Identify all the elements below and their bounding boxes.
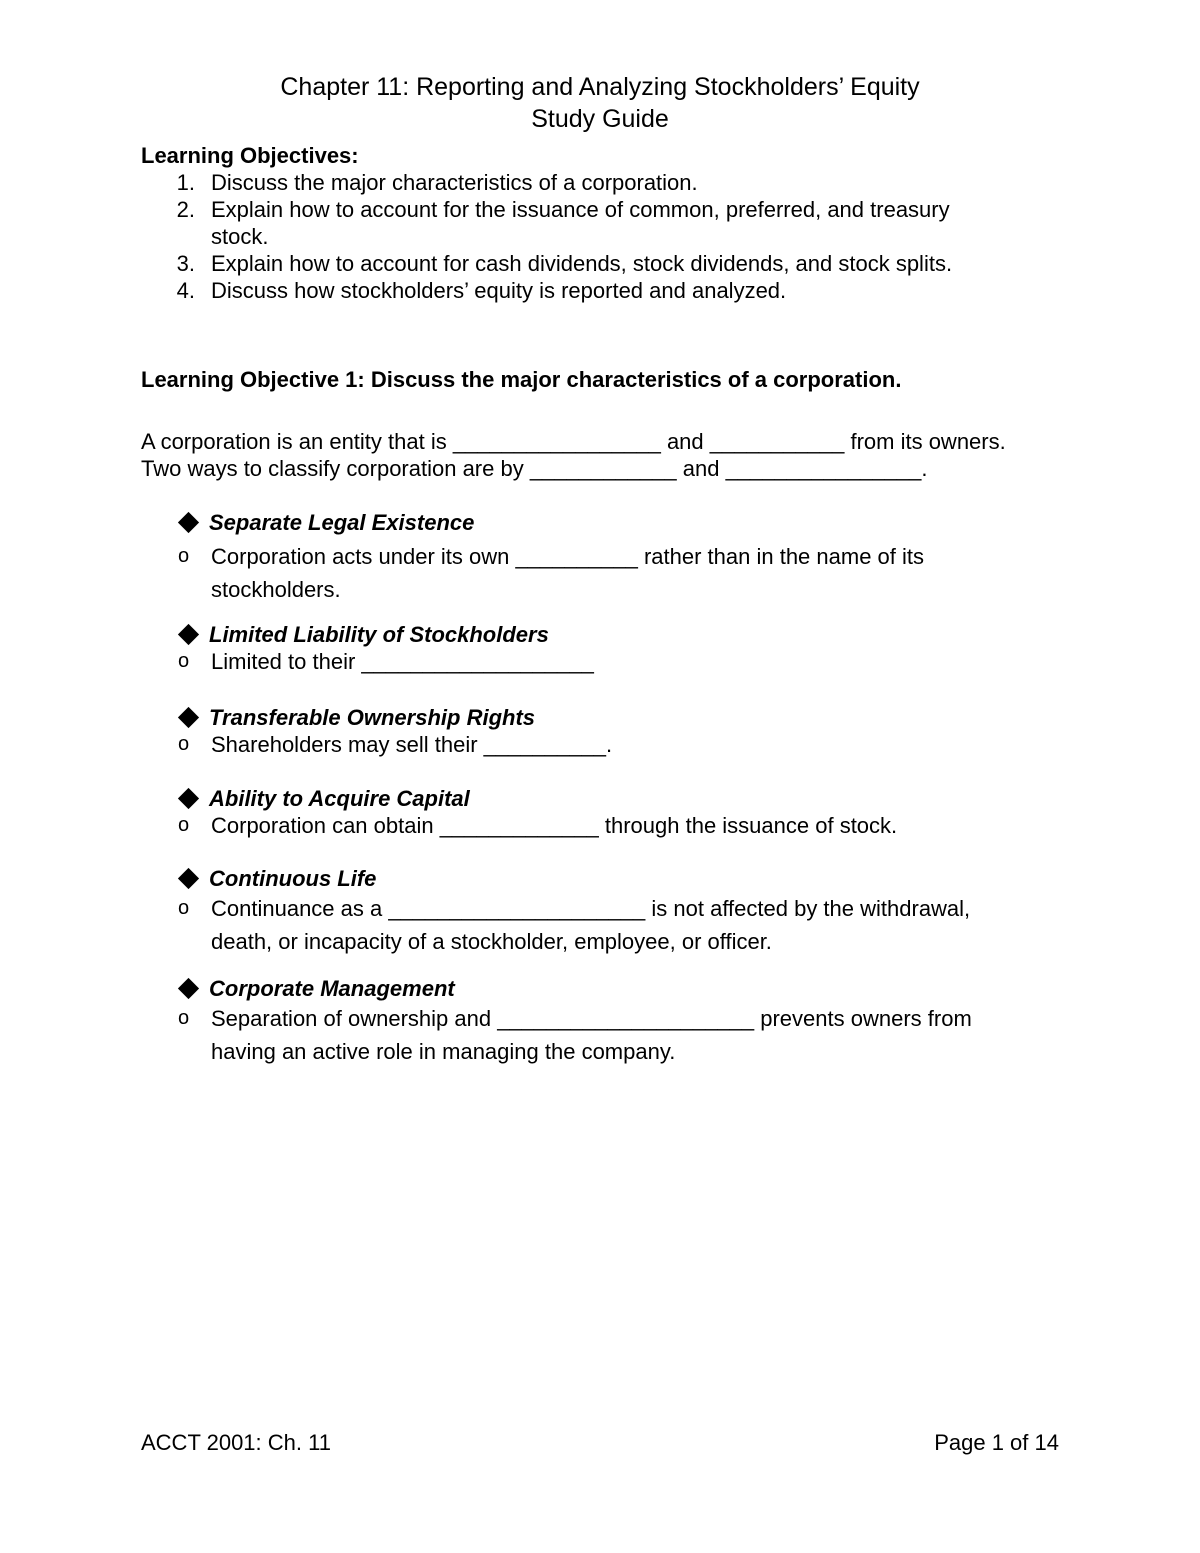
document-subtitle: Study Guide <box>531 105 669 133</box>
feature-title: Ability to Acquire Capital <box>209 785 470 811</box>
feature-title: Transferable Ownership Rights <box>209 704 536 730</box>
feature-title: Continuous Life <box>209 865 377 891</box>
diamond-bullet-icon <box>178 512 199 533</box>
objective-number: 2. <box>176 197 195 222</box>
objective-item <box>141 250 1041 277</box>
feature-title: Limited Liability of Stockholders <box>209 621 549 647</box>
fill-in-paragraph-2: Two ways to classify corporation are by ____________ and ________________. <box>141 456 928 481</box>
feature-title: Corporate Management <box>209 975 455 1001</box>
feature-title: Separate Legal Existence <box>209 509 475 535</box>
learning-objectives-list <box>141 169 1041 304</box>
document-title: Chapter 11: Reporting and Analyzing Stockholders’ Equity <box>280 73 920 101</box>
learning-objectives-heading: Learning Objectives: <box>141 143 359 168</box>
objective-number: 4. <box>176 278 195 303</box>
objective-number: 1. <box>176 170 195 195</box>
objective-text: Explain how to account for cash dividends, stock dividends, and stock splits. <box>211 251 953 276</box>
diamond-bullet-icon <box>178 788 199 809</box>
circle-bullet-icon: o <box>178 650 190 672</box>
circle-bullet-icon: o <box>178 1007 190 1029</box>
circle-bullet-icon: o <box>178 814 190 836</box>
footer-course-label: ACCT 2001: Ch. 11 <box>141 1430 331 1455</box>
fill-in-paragraph-1: A corporation is an entity that is _________________ and ___________ from its owners. <box>141 429 1006 454</box>
feature-text: Corporation acts under its own __________ rather than in the name of its stockholders. <box>211 544 925 602</box>
feature-separate-legal-existence <box>176 509 1076 606</box>
diamond-bullet-icon <box>178 624 199 645</box>
section-heading-objective-1: Learning Objective 1: Discuss the major characteristics of a corporation. <box>141 367 902 392</box>
diamond-bullet-icon <box>178 868 199 889</box>
feature-continuous-life <box>176 865 1076 958</box>
objective-text: Discuss the major characteristics of a corporation. <box>211 170 698 195</box>
objective-text: Discuss how stockholders’ equity is reported and analyzed. <box>211 278 787 303</box>
objective-text: Explain how to account for the issuance of common, preferred, and treasury stock. <box>211 197 950 249</box>
feature-corporate-management <box>176 975 1076 1068</box>
feature-transferable-ownership <box>176 704 1076 758</box>
feature-text: Continuance as a _____________________ is not affected by the withdrawal, death, or incapacity of a stockholder, employee, or officer. <box>211 896 971 954</box>
circle-bullet-icon: o <box>178 733 190 755</box>
feature-text: Limited to their ___________________ <box>211 649 594 674</box>
objective-item <box>141 169 1041 196</box>
objective-number: 3. <box>176 251 195 276</box>
objective-item <box>141 277 1041 304</box>
circle-bullet-icon: o <box>178 897 190 919</box>
footer-page-number: Page 1 of 14 <box>934 1430 1059 1455</box>
objective-item <box>141 196 1041 250</box>
feature-text: Corporation can obtain _____________ through the issuance of stock. <box>211 813 898 838</box>
feature-text: Shareholders may sell their __________. <box>211 732 613 757</box>
diamond-bullet-icon <box>178 978 199 999</box>
feature-limited-liability <box>176 621 1076 675</box>
diamond-bullet-icon <box>178 707 199 728</box>
feature-ability-to-acquire-capital <box>176 785 1076 839</box>
circle-bullet-icon: o <box>178 545 190 567</box>
feature-text: Separation of ownership and _____________________ prevents owners from having an active role in managing the company. <box>211 1006 972 1064</box>
